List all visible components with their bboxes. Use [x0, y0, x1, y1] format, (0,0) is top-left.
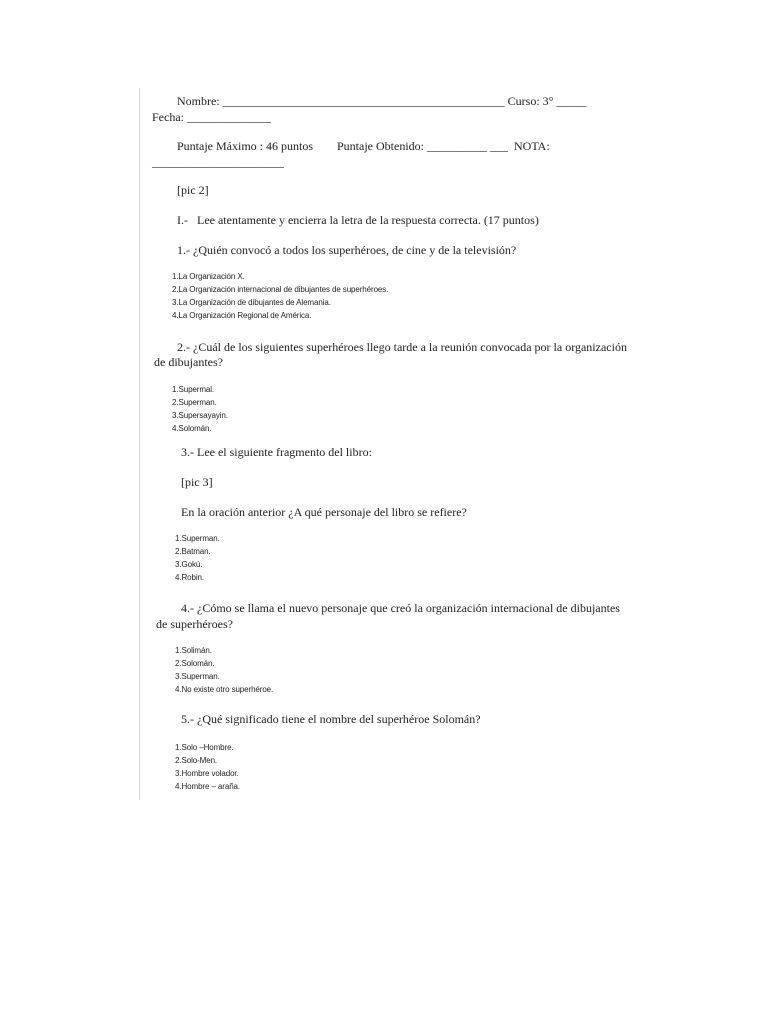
option-number: 3.: [175, 560, 182, 569]
option-text: Robin.: [181, 573, 205, 582]
question-3-options: [175, 534, 220, 586]
option-number: 1.: [175, 646, 182, 655]
fecha-line: Fecha: ______________: [152, 110, 271, 124]
question-4-continued: de superhéroes?: [156, 617, 233, 631]
option-number: 1.: [175, 534, 182, 543]
option-number: 2.: [175, 659, 182, 668]
question-2-options: [172, 385, 228, 437]
option-row: [175, 685, 273, 698]
option-number: 4.: [175, 573, 182, 582]
option-text: Gokú.: [181, 560, 203, 569]
question-2-continued: de dibujantes?: [154, 355, 223, 369]
puntaje-line: Puntaje Máximo : 46 puntos Puntaje Obtenido: __________ ___ NOTA:: [177, 139, 550, 153]
option-row: [172, 311, 388, 324]
option-row: [175, 782, 240, 795]
option-number: 3.: [172, 298, 179, 307]
option-text: Supermal.: [178, 385, 215, 394]
option-number: 4.: [172, 311, 179, 320]
nota-underline: ______________________: [152, 155, 284, 169]
section-instruction: I.- Lee atentamente y encierra la letra de la respuesta correcta. (17 puntos): [177, 213, 539, 227]
option-row: [175, 672, 273, 685]
option-row: [172, 398, 228, 411]
pic-2-placeholder: [pic 2]: [177, 183, 209, 197]
option-number: 2.: [172, 398, 179, 407]
option-row: [175, 547, 220, 560]
option-row: [175, 534, 220, 547]
option-row: [175, 769, 240, 782]
option-text: Solomán.: [181, 659, 215, 668]
option-text: Hombre – araña.: [181, 782, 241, 791]
option-number: 1.: [172, 272, 179, 281]
pic-3-placeholder: [pic 3]: [181, 475, 213, 489]
question-3: 3.- Lee el siguiente fragmento del libro:: [181, 445, 372, 459]
option-row: [172, 298, 388, 311]
option-number: 3.: [172, 411, 179, 420]
option-text: Solo –Hombre.: [181, 743, 234, 752]
option-number: 2.: [175, 547, 182, 556]
question-5: 5.- ¿Qué significado tiene el nombre del superhéroe Solomán?: [181, 712, 481, 726]
question-4: 4.- ¿Cómo se llama el nuevo personaje que creó la organización internacional de dibujantes: [181, 601, 620, 615]
option-row: [175, 756, 240, 769]
nombre-curso-line: Nombre: _______________________________________________ Curso: 3° _____: [177, 94, 587, 108]
option-text: La Organización Regional de América.: [178, 311, 312, 320]
option-text: Solo-Men.: [181, 756, 218, 765]
option-number: 4.: [175, 782, 182, 791]
option-number: 1.: [175, 743, 182, 752]
option-text: Superman.: [178, 398, 217, 407]
question-4-options: [175, 646, 273, 698]
option-number: 3.: [175, 672, 182, 681]
question-1: 1.- ¿Quién convocó a todos los superhéroes, de cine y de la televisión?: [177, 243, 517, 257]
question-5-options: [175, 743, 240, 795]
option-row: [172, 285, 388, 298]
option-text: La Organización X.: [178, 272, 245, 281]
option-row: [175, 659, 273, 672]
option-number: 2.: [175, 756, 182, 765]
option-text: Solimán.: [181, 646, 212, 655]
left-margin-line: [139, 88, 140, 800]
option-row: [172, 411, 228, 424]
question-1-options: [172, 272, 388, 324]
option-number: 4.: [172, 424, 179, 433]
question-3-prompt: En la oración anterior ¿A qué personaje del libro se refiere?: [181, 505, 467, 519]
option-number: 3.: [175, 769, 182, 778]
option-text: Supersayayin.: [178, 411, 228, 420]
option-number: 2.: [172, 285, 179, 294]
option-text: Superman.: [181, 672, 220, 681]
option-row: [175, 646, 273, 659]
option-number: 1.: [172, 385, 179, 394]
option-number: 4.: [175, 685, 182, 694]
option-text: Batman.: [181, 547, 211, 556]
option-text: Superman.: [181, 534, 220, 543]
option-row: [172, 272, 388, 285]
question-2: 2.- ¿Cuál de los siguientes superhéroes llego tarde a la reunión convocada por la organización: [177, 340, 627, 354]
option-text: Hombre volador.: [181, 769, 239, 778]
option-row: [175, 573, 220, 586]
option-row: [172, 424, 228, 437]
option-text: La Organización internacional de dibujantes de superhéroes.: [178, 285, 389, 294]
option-row: [172, 385, 228, 398]
option-text: Solomán.: [178, 424, 212, 433]
option-text: No existe otro superhéroe.: [181, 685, 274, 694]
option-row: [175, 743, 240, 756]
option-row: [175, 560, 220, 573]
option-text: La Organización de dibujantes de Alemania.: [178, 298, 331, 307]
